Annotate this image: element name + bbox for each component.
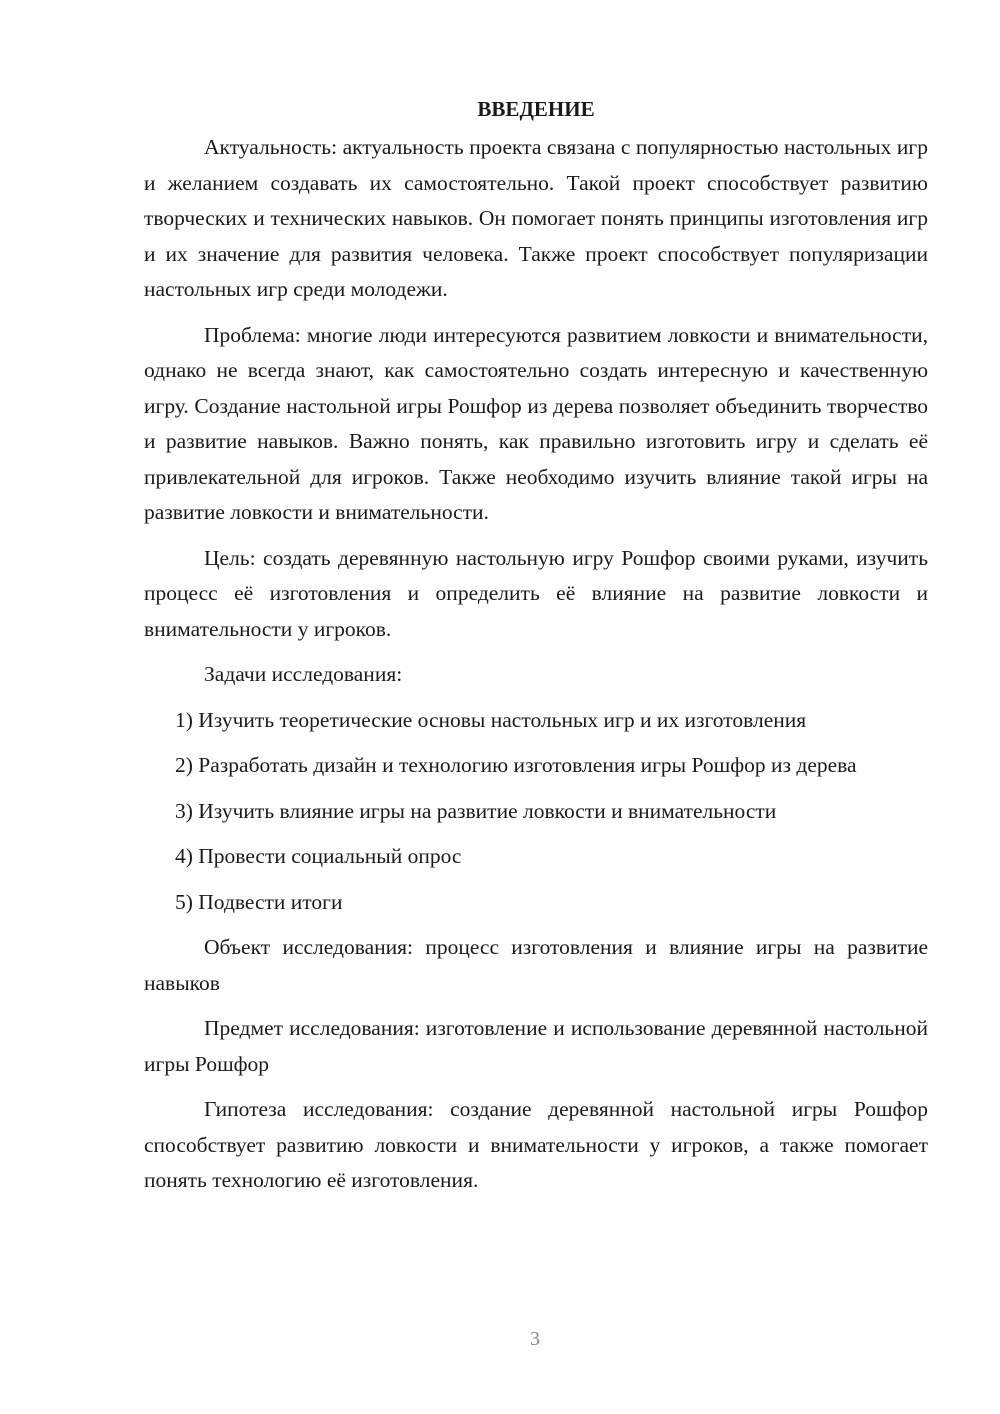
task-item: 2) Разработать дизайн и технологию изготовления игры Рошфор из дерева	[175, 753, 857, 777]
tasks-list	[144, 703, 928, 921]
relevance-paragraph: Актуальность: актуальность проекта связана с популярностью настольных игр и желанием создавать их самостоятельно. Такой проект способствует развитию творческих и технических навыков. Он помогает понять принципы изготовления игр и их значение для развития человека. Также проект способствует популяризации настольных игр среди молодежи.	[144, 135, 928, 301]
task-item: 1) Изучить теоретические основы настольных игр и их изготовления	[175, 707, 807, 732]
subject-paragraph: Предмет исследования: изготовление и использование деревянной настольной игры Рошфор	[144, 1016, 928, 1076]
problem-paragraph: Проблема: многие люди интересуются развитием ловкости и внимательности, однако не всегда знают, как самостоятельно создать интересную и качественную игру. Создание настольной игры Рошфор из дерева позволяет объединить творчество и развитие навыков. Важно понять, как правильно изготовить игру и сделать её привлекательной для игроков. Также необходимо изучить влияние такой игры на развитие ловкости и внимательности.	[144, 322, 928, 524]
page-number: 3	[530, 1328, 540, 1350]
task-item: 4) Провести социальный опрос	[175, 844, 462, 868]
task-item: 3) Изучить влияние игры на развитие ловкости и внимательности	[175, 798, 777, 823]
tasks-heading: Задачи исследования:	[204, 662, 403, 686]
hypothesis-paragraph: Гипотеза исследования: создание деревянной настольной игры Рошфор способствует развитию ловкости и внимательности у игроков, а также помогает понять технологию её изготовления.	[144, 1097, 928, 1192]
object-paragraph: Объект исследования: процесс изготовления и влияние игры на развитие навыков	[144, 935, 928, 995]
section-title: ВВЕДЕНИЕ	[477, 97, 595, 121]
page-content	[144, 92, 928, 1209]
task-item: 5) Подвести итоги	[175, 889, 343, 914]
goal-paragraph: Цель: создать деревянную настольную игру Рошфор своими руками, изучить процесс её изготовления и определить её влияние на развитие ловкости и внимательности у игроков.	[144, 545, 928, 641]
